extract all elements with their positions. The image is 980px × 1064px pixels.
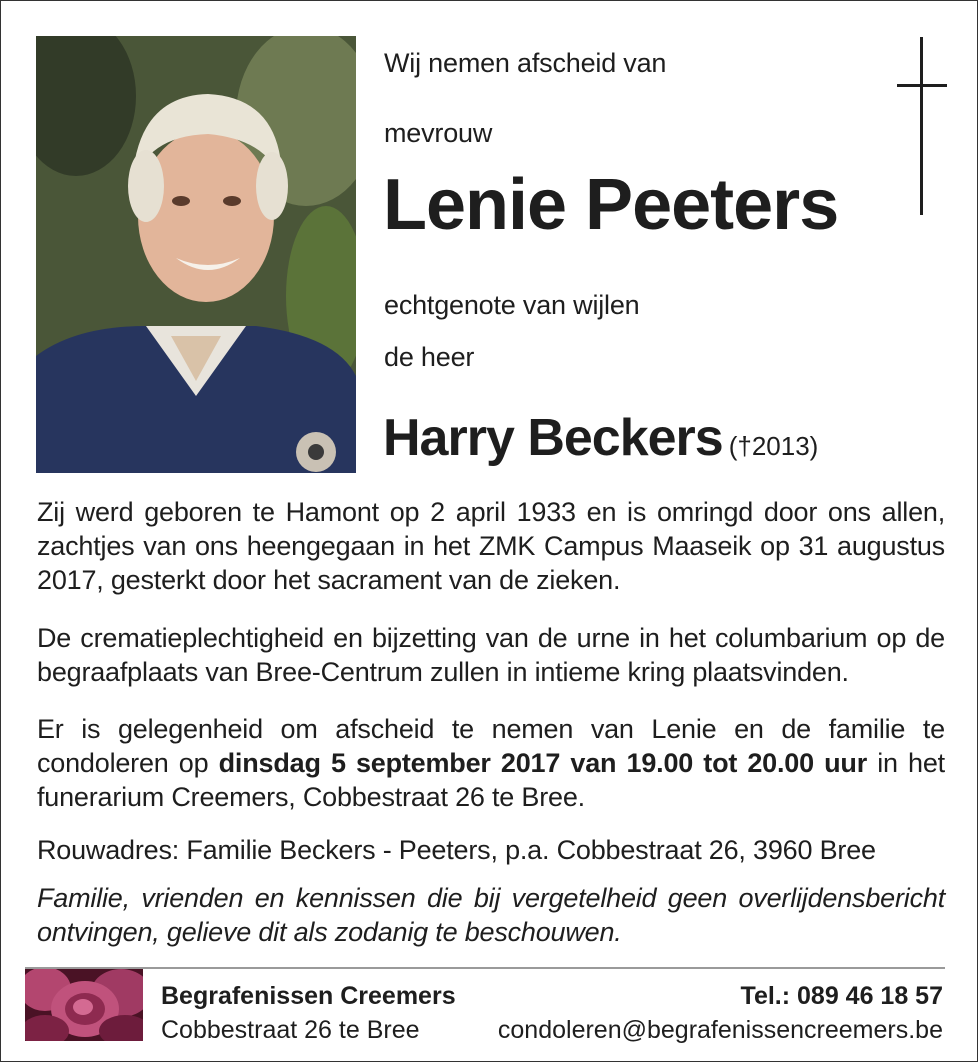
spouse-death-year: (†2013) xyxy=(728,431,819,461)
condolence-text-end: in het funerarium Creemers, Cobbestraat 26 te Bree. xyxy=(37,748,945,812)
deceased-name: Lenie Peeters xyxy=(383,165,839,245)
company-address: Cobbestraat 26 te Bree xyxy=(161,1016,420,1044)
rose-image xyxy=(25,969,143,1041)
relation-line: echtgenote van wijlen xyxy=(384,290,640,320)
company-phone: Tel.: 089 46 18 57 xyxy=(740,982,943,1010)
title-line: mevrouw xyxy=(384,118,493,148)
portrait-photo xyxy=(36,36,356,473)
spouse-name: Harry Beckers xyxy=(383,409,723,467)
notice-disclaimer: Familie, vrienden en kennissen die bij vergetelheid geen overlijdensbericht ontvingen, gelieve dit als zodanig te beschouwen. xyxy=(37,883,945,947)
footer-divider xyxy=(25,967,945,969)
mourning-address: Rouwadres: Familie Beckers - Peeters, p.a. Cobbestraat 26, 3960 Bree xyxy=(37,835,876,865)
company-name: Begrafenissen Creemers xyxy=(161,982,456,1010)
spouse-title: de heer xyxy=(384,342,475,372)
condolence-date-time: dinsdag 5 september 2017 van 19.00 tot 20.00 uur xyxy=(218,748,868,778)
spouse-name-block xyxy=(383,407,818,477)
birth-death-paragraph: Zij werd geboren te Hamont op 2 april 1933 en is omringd door ons allen, zachtjes van ons heengegaan in het ZMK Campus Maaseik op 31 augustus 2017, gesterkt door het sacrament van de zieken. xyxy=(37,497,945,595)
cross-icon xyxy=(897,37,947,215)
condolence-text-start: Er is gelegenheid om afscheid te nemen van Lenie en de familie te condoleren op xyxy=(37,714,945,778)
ceremony-paragraph: De crematieplechtigheid en bijzetting van de urne in het columbarium op de begraafplaats van Bree-Centrum zullen in intieme kring plaatsvinden. xyxy=(37,623,945,687)
intro-line: Wij nemen afscheid van xyxy=(384,48,667,78)
condolence-paragraph xyxy=(37,712,945,814)
company-email: condoleren@begrafenissencreemers.be xyxy=(497,1016,943,1044)
